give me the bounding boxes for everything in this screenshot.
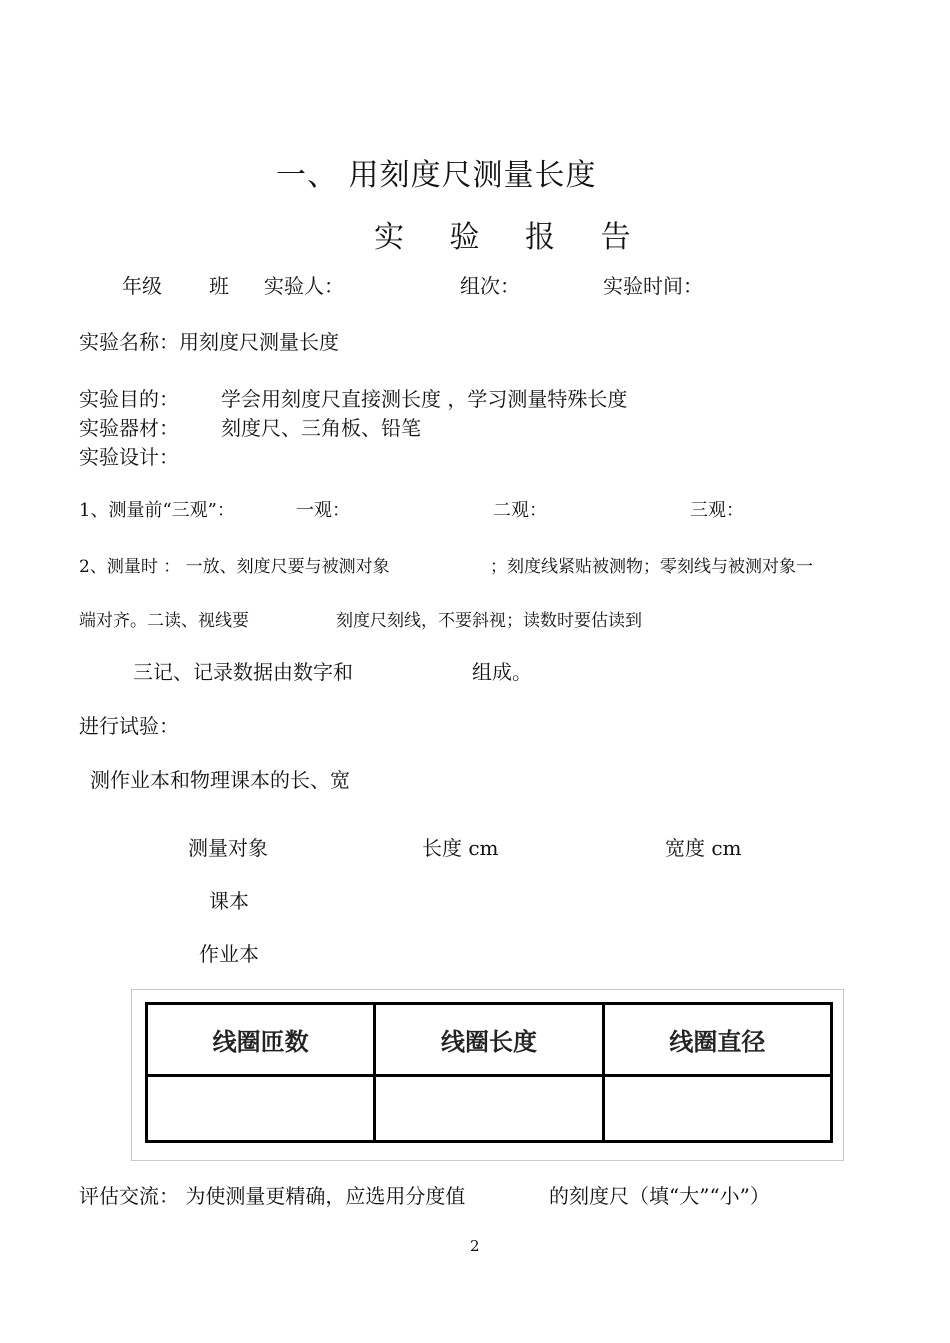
coil-cell-length[interactable] [375,1076,603,1142]
task-description: 测作业本和物理课本的长、宽 [90,768,350,792]
measure-row-workbook: 作业本 [199,942,259,966]
coil-header-diameter: 线圈直径 [603,1004,831,1076]
coil-table [145,1002,833,1143]
step1-observation-1: 一观： [296,500,350,521]
coil-cell-diameter[interactable] [603,1076,831,1142]
time-label: 实验时间： [603,274,703,298]
purpose-label: 实验目的： [79,387,179,411]
coil-cell-turns[interactable] [147,1076,375,1142]
experimenter-label: 实验人： [264,274,344,298]
measure-header-length: 长度 cm [422,836,499,860]
page-title: 一、 用刻度尺测量长度 [276,158,597,193]
measure-header-object: 测量对象 [188,836,268,860]
grade-label: 年级 [122,274,162,298]
coil-header-turns: 线圈匝数 [147,1004,375,1076]
step3-part2: 组成。 [472,660,532,684]
evaluation-part1: 评估交流： 为使测量更精确，应选用分度值 [79,1184,466,1208]
report-subtitle: 实 验 报 告 [374,220,649,255]
class-label: 班 [209,274,229,298]
conduct-label: 进行试验： [79,714,179,738]
step2-line1-part2: ；刻度线紧贴被测物；零刻线与被测对象一 [490,557,813,577]
step2-line2-part2: 刻度尺刻线，不要斜视；读数时要估读到 [336,611,642,631]
page-number: 2 [470,1237,480,1255]
purpose-text: 学会用刻度尺直接测长度 ，学习测量特殊长度 [221,387,628,411]
step2-line2-part1: 端对齐。二读、视线要 [79,611,249,631]
step2-line1-part1: 2、测量时 ： 一放、刻度尺要与被测对象 [79,557,390,577]
measure-header-width: 宽度 cm [665,836,742,860]
step1-prefix: 1、测量前“三观”： [79,500,235,521]
design-label: 实验设计： [79,445,179,469]
coil-header-length: 线圈长度 [375,1004,603,1076]
step1-observation-3: 三观： [690,500,744,521]
equipment-text: 刻度尺、三角板、铅笔 [221,416,421,440]
group-label: 组次： [460,274,520,298]
evaluation-part2: 的刻度尺（填“大”“小”） [549,1184,770,1208]
equipment-label: 实验器材： [79,416,179,440]
step1-observation-2: 二观： [493,500,547,521]
experiment-name: 实验名称：用刻度尺测量长度 [79,330,339,354]
measure-row-textbook: 课本 [209,889,249,913]
step3-part1: 三记、记录数据由数字和 [133,660,353,684]
